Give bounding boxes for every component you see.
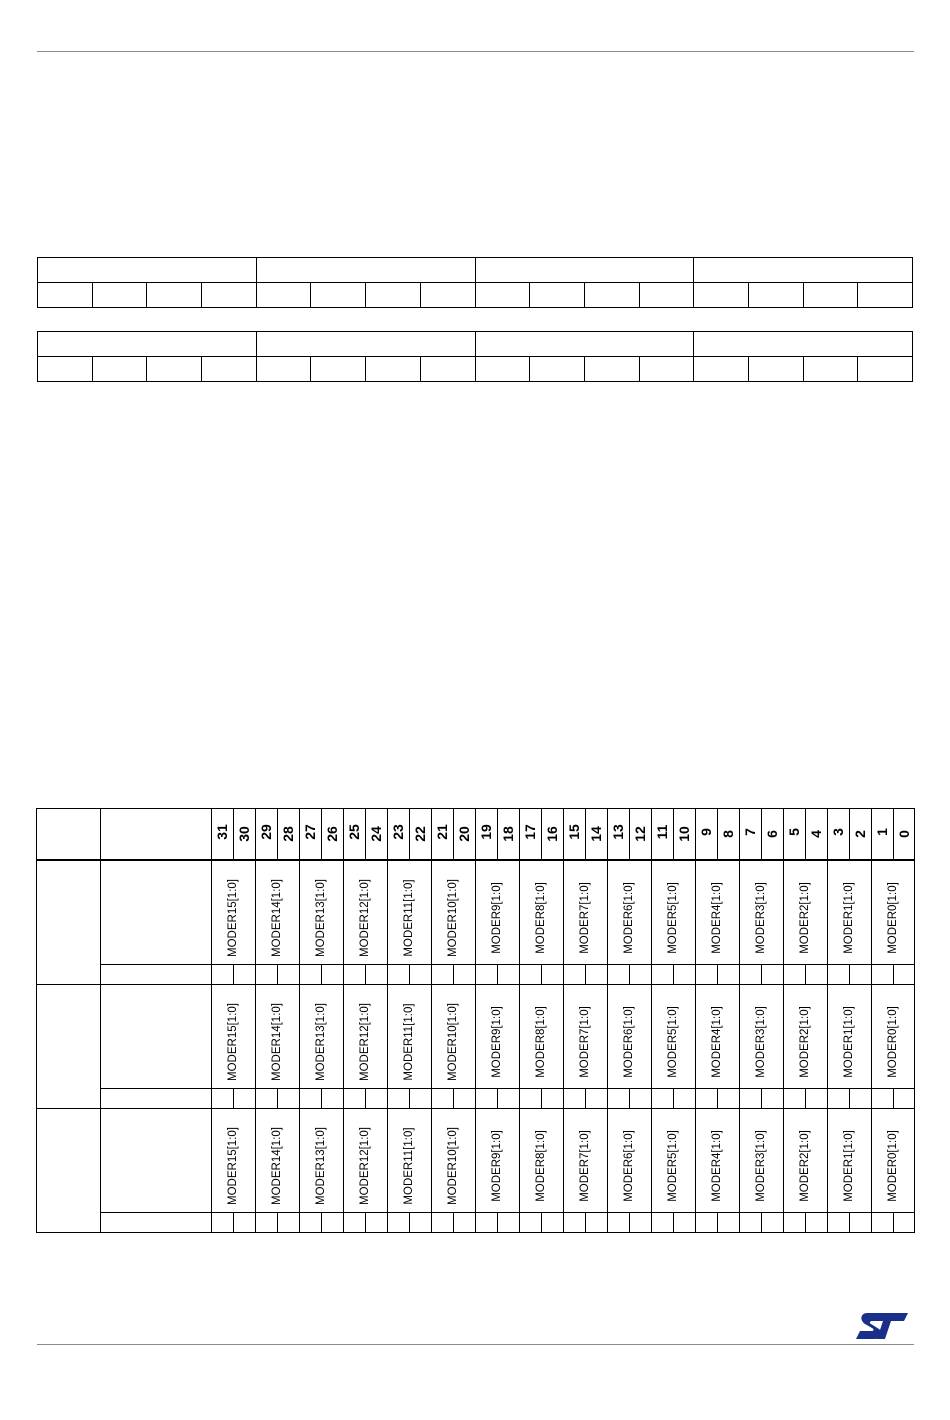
bit-column-separator [629,964,630,984]
bit-column-separator [409,964,410,984]
field-label: MODER7[1:0] [579,1130,591,1202]
bit-number-label: 22 [412,826,428,842]
bit-number-label: 19 [478,824,494,840]
column-separator [100,808,101,1233]
bit-column-separator [717,808,718,860]
field-label: MODER9[1:0] [491,882,503,954]
bit-column-separator [541,808,542,860]
bit-number-label: 29 [258,824,274,840]
bit-column-separator [673,1088,674,1108]
field-label: MODER15[1:0] [227,1127,239,1205]
bit-column-separator [541,1212,542,1232]
field-label: MODER7[1:0] [579,1006,591,1078]
field-label: MODER14[1:0] [271,1127,283,1205]
bit-cell [639,283,694,308]
field-label: MODER4[1:0] [711,882,723,954]
bit-column-separator [233,1212,234,1232]
bit-column-separator [321,808,322,860]
field-column-separator [299,808,300,1233]
field-label: MODER9[1:0] [491,1130,503,1202]
field-label: MODER14[1:0] [271,879,283,957]
bit-column-separator [805,964,806,984]
bit-column-separator [365,964,366,984]
bit-number-label: 16 [544,826,560,842]
bit-column-separator [893,964,894,984]
field-label: MODER5[1:0] [667,1006,679,1078]
bit-number-label: 15 [566,824,582,840]
bit-number-label: 28 [280,826,296,842]
field-label: MODER13[1:0] [315,1127,327,1205]
bit-cell [38,283,93,308]
bit-column-separator [277,1088,278,1108]
field-label: MODER12[1:0] [359,879,371,957]
bit-number-label: 24 [368,826,384,842]
bit-number-label: 0 [896,830,912,838]
bit-cell [748,357,803,382]
bit-number-label: 30 [236,826,252,842]
field-row [38,332,913,357]
bit-column-separator [717,1212,718,1232]
field-label: MODER1[1:0] [843,882,855,954]
access-row [38,357,913,382]
field-label: MODER14[1:0] [271,1003,283,1081]
table-border-right [914,808,915,1233]
bit-column-separator [805,808,806,860]
bit-number-label: 12 [632,826,648,842]
bit-number-label: 17 [522,824,538,840]
field-label: MODER2[1:0] [799,1130,811,1202]
bit-number-label: 11 [654,824,670,840]
bit-cell [475,283,530,308]
bit-column-separator [893,1212,894,1232]
field-label: MODER7[1:0] [579,882,591,954]
bit-column-separator [453,1212,454,1232]
bit-column-separator [893,808,894,860]
field-label: MODER15[1:0] [227,1003,239,1081]
bit-cell [311,283,366,308]
bit-number-label: 20 [456,826,472,842]
bit-column-separator [497,1212,498,1232]
register-layout-table-upper [37,257,913,308]
bit-cell [92,357,147,382]
field-label: MODER4[1:0] [711,1006,723,1078]
table-border-left [36,808,37,1233]
bit-column-separator [497,1088,498,1108]
bit-number-label: 8 [720,830,736,838]
field-column-separator [695,808,696,1233]
field-label: MODER0[1:0] [887,1006,899,1078]
bit-column-separator [893,1088,894,1108]
bit-column-separator [277,964,278,984]
bit-number-label: 31 [214,824,230,840]
bit-cell [803,357,858,382]
reset-row-separator [100,1088,915,1089]
field-label: MODER5[1:0] [667,1130,679,1202]
bit-column-separator [453,1088,454,1108]
bit-column-separator [849,1088,850,1108]
bit-column-separator [717,964,718,984]
bit-cell [202,357,257,382]
bit-cell [147,283,202,308]
bit-cell [584,357,639,382]
bit-cell [256,283,311,308]
bit-column-separator [453,964,454,984]
bit-column-separator [585,964,586,984]
field-label: MODER3[1:0] [755,882,767,954]
field-cell [38,332,257,357]
bit-number-label: 7 [742,828,758,836]
field-label: MODER0[1:0] [887,882,899,954]
bit-column-separator [233,808,234,860]
field-label: MODER15[1:0] [227,879,239,957]
bit-cell [366,283,421,308]
bit-column-separator [673,808,674,860]
bit-number-label: 3 [830,828,846,836]
bit-number-label: 5 [786,828,802,836]
bit-number-label: 10 [676,826,692,842]
field-column-separator [519,808,520,1233]
bit-column-separator [673,1212,674,1232]
field-label: MODER10[1:0] [447,879,459,957]
field-label: MODER1[1:0] [843,1006,855,1078]
bit-column-separator [541,964,542,984]
bit-column-separator [805,1212,806,1232]
field-label: MODER6[1:0] [623,882,635,954]
field-label: MODER11[1:0] [403,1127,415,1205]
bit-cell [475,357,530,382]
field-label: MODER6[1:0] [623,1130,635,1202]
bit-cell [420,283,475,308]
field-column-separator [739,808,740,1233]
bit-cell [694,283,749,308]
field-label: MODER5[1:0] [667,882,679,954]
bit-number-label: 27 [302,824,318,840]
bit-column-separator [365,1212,366,1232]
field-label: MODER0[1:0] [887,1130,899,1202]
field-label: MODER11[1:0] [403,879,415,957]
field-label: MODER10[1:0] [447,1003,459,1081]
bit-number-label: 14 [588,826,604,842]
bit-cell [92,283,147,308]
field-row [38,258,913,283]
field-cell [694,332,913,357]
field-column-separator [607,808,608,1233]
field-label: MODER2[1:0] [799,882,811,954]
field-label: MODER12[1:0] [359,1127,371,1205]
field-label: MODER12[1:0] [359,1003,371,1081]
field-label: MODER8[1:0] [535,1006,547,1078]
bit-column-separator [761,1212,762,1232]
reset-row-separator [100,1212,915,1213]
field-label: MODER3[1:0] [755,1130,767,1202]
bit-number-label: 25 [346,824,362,840]
bit-cell [202,283,257,308]
field-label: MODER10[1:0] [447,1127,459,1205]
bit-cell [530,357,585,382]
bit-column-separator [673,964,674,984]
bit-column-separator [365,1088,366,1108]
bit-number-label: 9 [698,828,714,836]
field-column-separator [431,808,432,1233]
bit-column-separator [453,808,454,860]
bit-column-separator [629,1212,630,1232]
bit-cell [420,357,475,382]
field-column-separator [387,808,388,1233]
bit-column-separator [629,1088,630,1108]
bit-cell [639,357,694,382]
field-label: MODER3[1:0] [755,1006,767,1078]
field-label: MODER13[1:0] [315,879,327,957]
bit-column-separator [629,808,630,860]
bit-column-separator [277,808,278,860]
bit-column-separator [321,964,322,984]
bit-column-separator [805,1088,806,1108]
field-column-separator [827,808,828,1233]
field-column-separator [475,808,476,1233]
bit-number-label: 23 [390,824,406,840]
field-label: MODER9[1:0] [491,1006,503,1078]
field-cell [38,258,257,283]
bit-cell [803,283,858,308]
bit-column-separator [497,808,498,860]
field-column-separator [343,808,344,1233]
field-cell [256,332,475,357]
footer-rule [37,1344,914,1345]
bit-number-label: 13 [610,824,626,840]
bit-number-label: 18 [500,826,516,842]
field-label: MODER8[1:0] [535,882,547,954]
bit-column-separator [761,964,762,984]
bit-cell [38,357,93,382]
bit-cell [530,283,585,308]
reset-row-separator [100,964,915,965]
field-label: MODER4[1:0] [711,1130,723,1202]
bit-column-separator [541,1088,542,1108]
bit-cell [694,357,749,382]
access-row [38,283,913,308]
bit-column-separator [321,1088,322,1108]
field-column-separator [651,808,652,1233]
field-label: MODER2[1:0] [799,1006,811,1078]
field-cell [475,258,694,283]
field-label: MODER6[1:0] [623,1006,635,1078]
bit-column-separator [233,964,234,984]
field-cell [475,332,694,357]
bit-cell [256,357,311,382]
bit-number-label: 6 [764,830,780,838]
bit-column-separator [849,808,850,860]
bit-column-separator [761,1088,762,1108]
bit-column-separator [585,808,586,860]
bit-number-label: 2 [852,830,868,838]
bit-cell [858,283,913,308]
st-logo-icon [853,1311,909,1341]
field-column-separator [255,808,256,1233]
bit-column-separator [585,1088,586,1108]
bit-column-separator [409,808,410,860]
bit-cell [366,357,421,382]
bit-column-separator [277,1212,278,1232]
bit-number-label: 26 [324,826,340,842]
bit-number-label: 4 [808,830,824,838]
bit-cell [748,283,803,308]
register-map-table [36,808,915,1233]
bit-column-separator [849,1212,850,1232]
bit-column-separator [233,1088,234,1108]
field-cell [256,258,475,283]
bit-column-separator [409,1088,410,1108]
bit-number-label: 1 [874,828,890,836]
bit-column-separator [717,1088,718,1108]
column-separator [211,808,212,1233]
bit-number-label: 21 [434,824,450,840]
bit-column-separator [321,1212,322,1232]
bit-cell [584,283,639,308]
field-column-separator [563,808,564,1233]
field-label: MODER1[1:0] [843,1130,855,1202]
bit-column-separator [585,1212,586,1232]
header-rule [37,51,914,52]
field-cell [694,258,913,283]
bit-cell [858,357,913,382]
bit-column-separator [761,808,762,860]
register-layout-table-lower [37,331,913,382]
field-column-separator [783,808,784,1233]
bit-column-separator [365,808,366,860]
field-label: MODER8[1:0] [535,1130,547,1202]
bit-cell [311,357,366,382]
bit-column-separator [497,964,498,984]
field-column-separator [871,808,872,1233]
bit-column-separator [409,1212,410,1232]
bit-column-separator [849,964,850,984]
bit-cell [147,357,202,382]
field-label: MODER13[1:0] [315,1003,327,1081]
field-label: MODER11[1:0] [403,1003,415,1081]
